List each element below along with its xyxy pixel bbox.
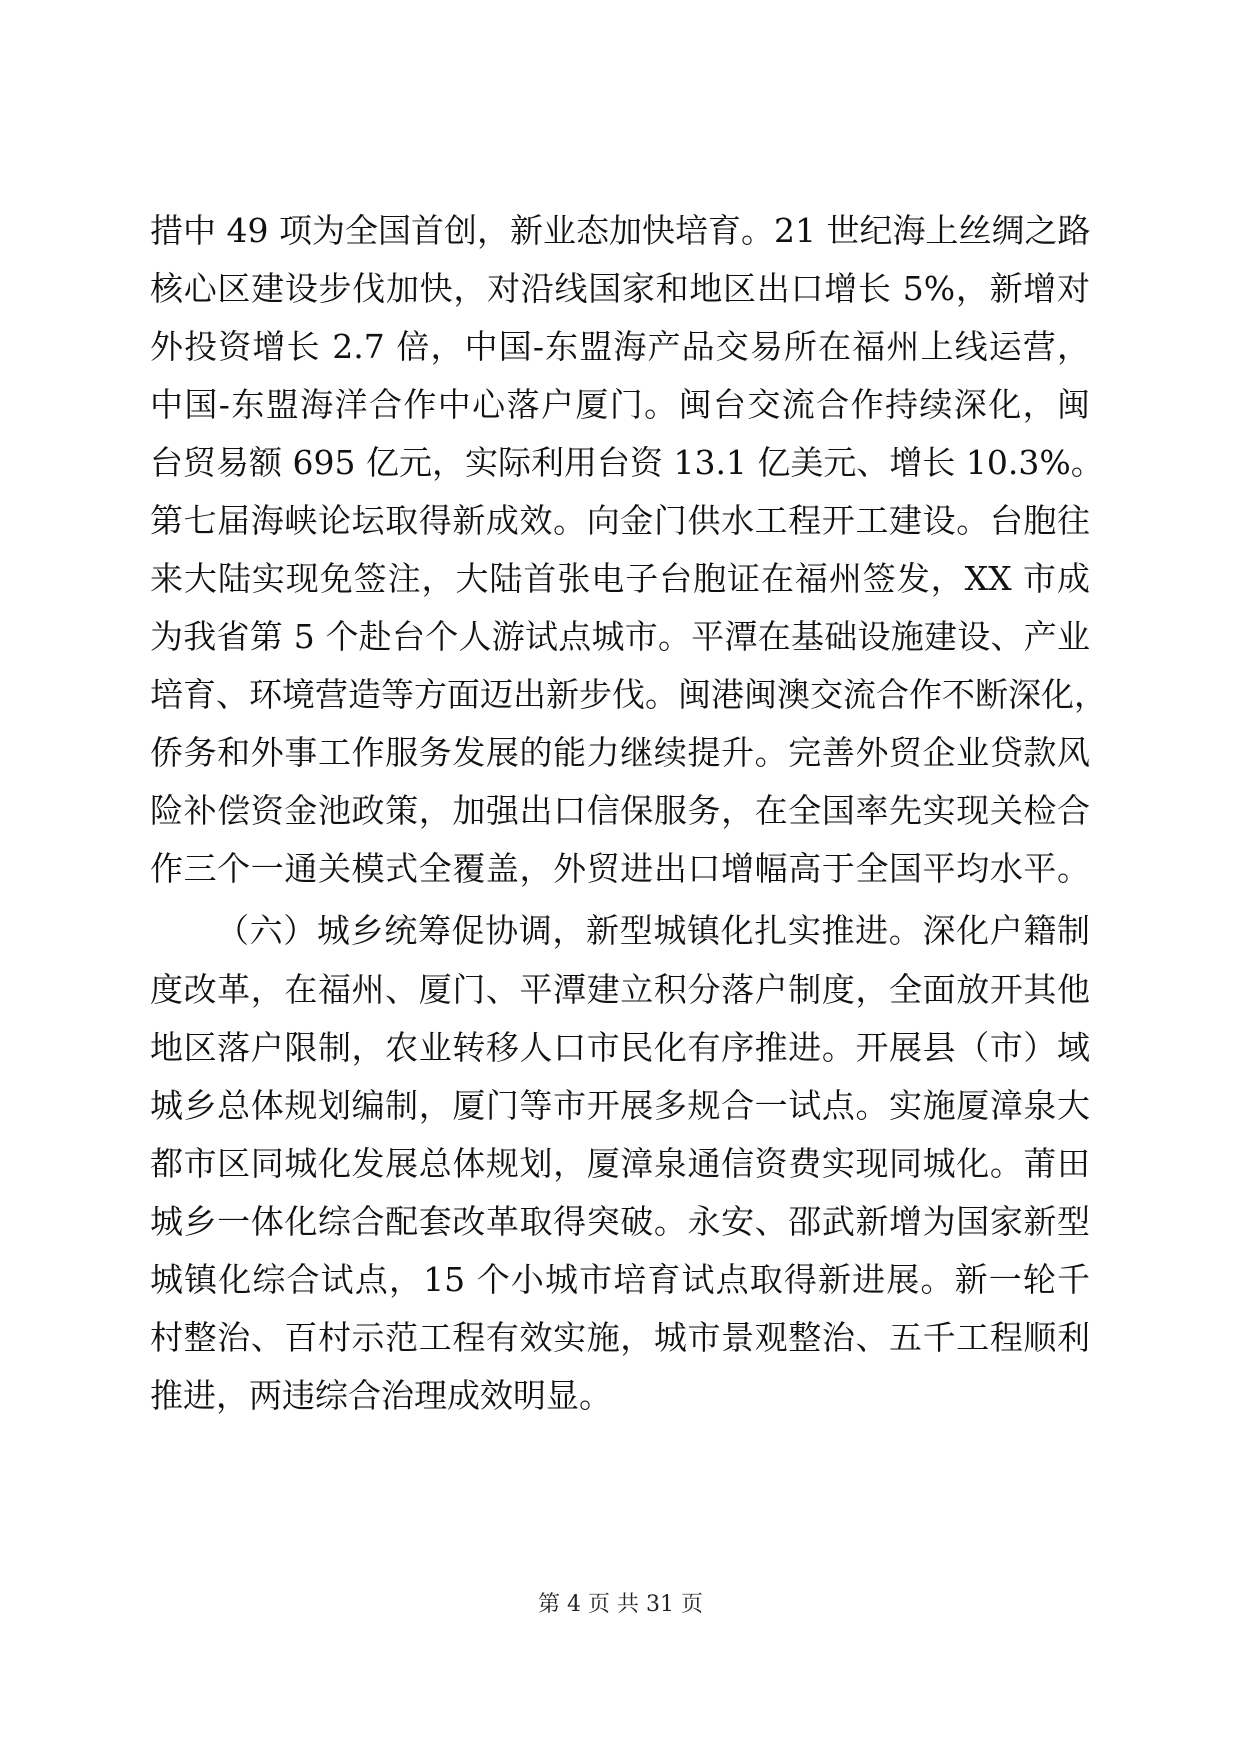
paragraph-line: 外投资增长 2.7 倍，中国-东盟海产品交易所在福州上线运营， xyxy=(150,327,1090,366)
paragraph-line: 城乡一体化综合配套改革取得突破。永安、邵武新增为国家新型 xyxy=(150,1202,1090,1241)
paragraph-line: 村整治、百村示范工程有效实施，城市景观整治、五千工程顺利 xyxy=(150,1318,1090,1357)
paragraph-line: 城镇化综合试点，15 个小城市培育试点取得新进展。新一轮千 xyxy=(150,1260,1090,1299)
paragraph-line: 核心区建设步伐加快，对沿线国家和地区出口增长 5%，新增对 xyxy=(150,269,1090,308)
paragraph-line: 来大陆实现免签注，大陆首张电子台胞证在福州签发，XX 市成 xyxy=(150,559,1090,598)
paragraph-line: 都市区同城化发展总体规划，厦漳泉通信资费实现同城化。莆田 xyxy=(150,1144,1090,1183)
paragraph-line: 度改革，在福州、厦门、平潭建立积分落户制度，全面放开其他 xyxy=(150,970,1090,1009)
page-number-footer: 第 4 页 共 31 页 xyxy=(538,1592,703,1617)
paragraph-line: 为我省第 5 个赴台个人游试点城市。平潭在基础设施建设、产业 xyxy=(150,617,1090,656)
paragraph-line: 作三个一通关模式全覆盖，外贸进出口增幅高于全国平均水平。 xyxy=(150,849,1090,888)
paragraph-line: 城乡总体规划编制，厦门等市开展多规合一试点。实施厦漳泉大 xyxy=(150,1086,1090,1125)
paragraph-line: 地区落户限制，农业转移人口市民化有序推进。开展县（市）域 xyxy=(150,1028,1090,1067)
paragraph-line: 措中 49 项为全国首创，新业态加快培育。21 世纪海上丝绸之路 xyxy=(150,211,1091,250)
paragraph-line: （六）城乡统筹促协调，新型城镇化扎实推进。深化户籍制 xyxy=(216,911,1090,950)
paragraph-line: 推进，两违综合治理成效明显。 xyxy=(150,1376,612,1415)
paragraph-line: 侨务和外事工作服务发展的能力继续提升。完善外贸企业贷款风 xyxy=(150,733,1090,772)
paragraph-line: 中国-东盟海洋合作中心落户厦门。闽台交流合作持续深化，闽 xyxy=(150,385,1090,424)
paragraph-line: 培育、环境营造等方面迈出新步伐。闽港闽澳交流合作不断深化， xyxy=(150,675,1107,714)
paragraph-line: 台贸易额 695 亿元，实际利用台资 13.1 亿美元、增长 10.3%。 xyxy=(150,443,1104,482)
paragraph-line: 险补偿资金池政策，加强出口信保服务，在全国率先实现关检合 xyxy=(150,791,1090,830)
paragraph-line: 第七届海峡论坛取得新成效。向金门供水工程开工建设。台胞往 xyxy=(150,501,1090,540)
